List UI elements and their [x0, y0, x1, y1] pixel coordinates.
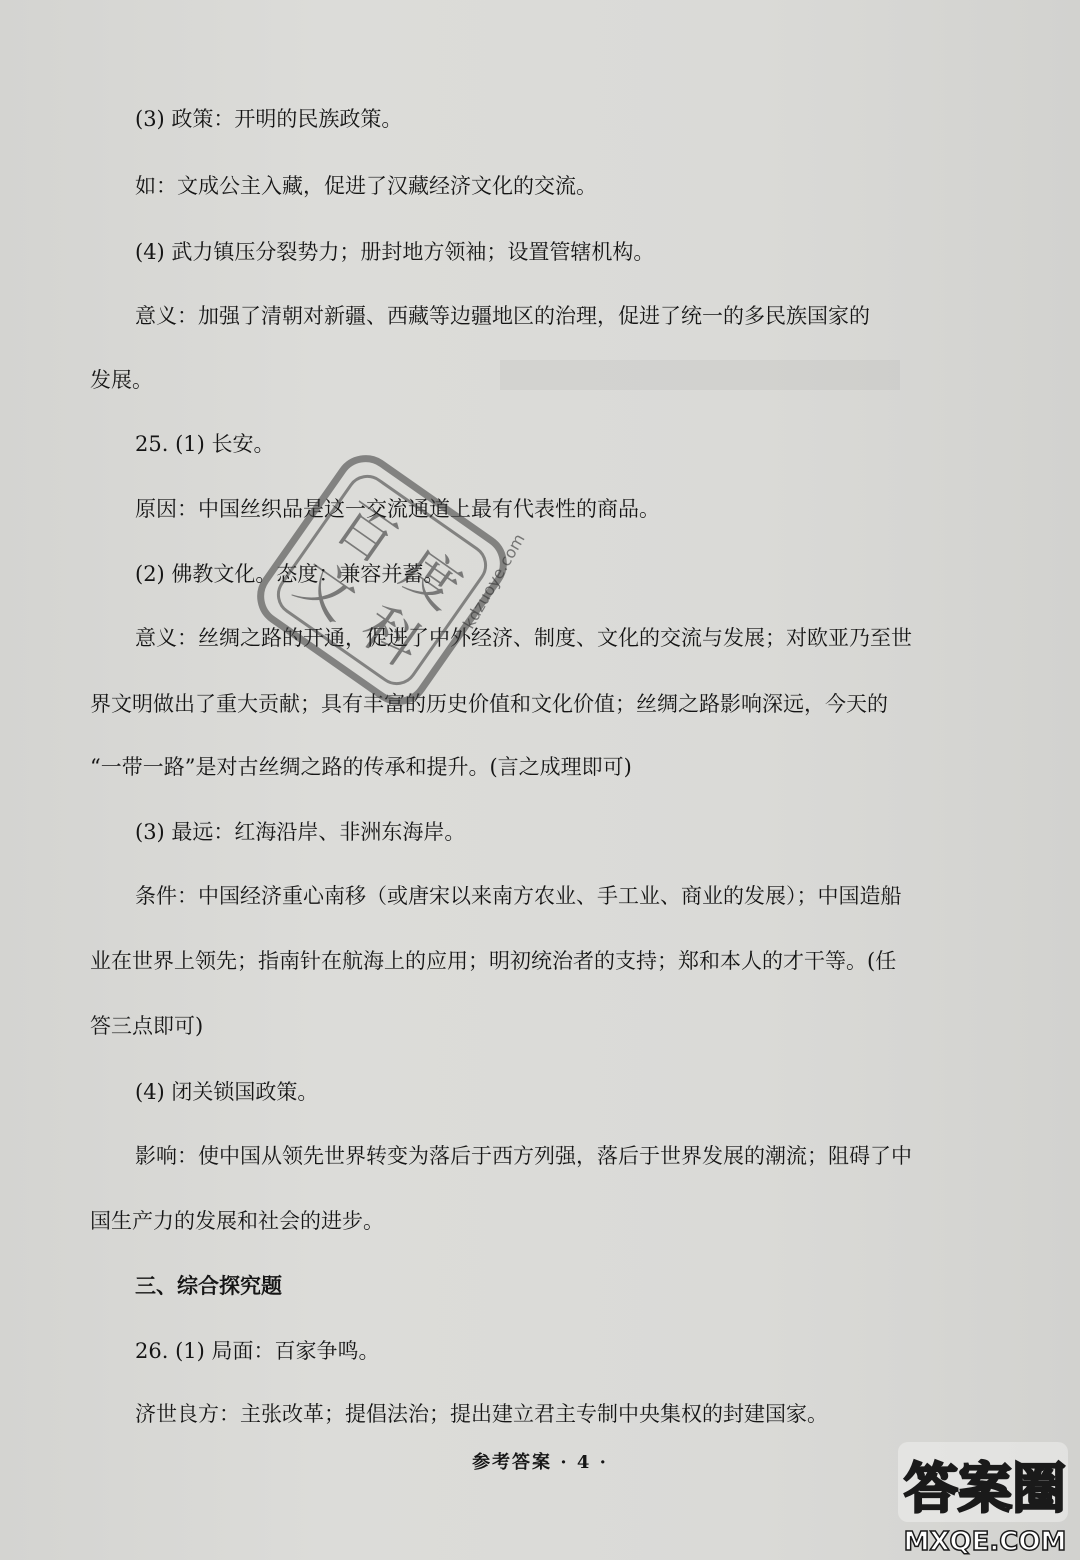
stamp-char-3: 文	[283, 548, 368, 634]
answer-line-12: (3) 最远：红海沿岸、非洲东海岸。	[135, 820, 466, 844]
stamp-char-2: 度	[389, 536, 473, 623]
watermark-title: 答案圈	[904, 1457, 1066, 1520]
answer-line-11: “一带一路”是对古丝绸之路的传承和提升。(言之成理即可)	[90, 755, 632, 779]
answer-line-8: (2) 佛教文化。态度：兼容并蓄。	[135, 562, 445, 586]
answer-line-20: 26. (1) 局面：百家争鸣。	[135, 1339, 380, 1363]
answer-line-13: 条件：中国经济重心南移（或唐宋以来南方农业、手工业、商业的发展）；中国造船	[135, 884, 902, 908]
stamp-char-1: 百	[324, 491, 408, 577]
answer-line-7: 原因：中国丝织品是这一交流通道上最有代表性的商品。	[135, 497, 660, 521]
stamp-char-4: 科	[349, 594, 433, 680]
answer-line-3: (4) 武力镇压分裂势力；册封地方领袖；设置管辖机构。	[135, 240, 655, 264]
answer-line-4: 意义：加强了清朝对新疆、西藏等边疆地区的治理，促进了统一的多民族国家的	[135, 304, 870, 328]
answer-line-18: 国生产力的发展和社会的进步。	[90, 1209, 384, 1233]
answer-line-10: 界文明做出了重大贡献；具有丰富的历史价值和文化价值；丝绸之路影响深远，今天的	[90, 692, 888, 716]
answer-line-16: (4) 闭关锁国政策。	[135, 1080, 319, 1104]
page-footer: 参考答案 · 4 ·	[472, 1452, 608, 1473]
watermark-url: MXQE.COM	[903, 1527, 1067, 1557]
answer-line-6: 25. (1) 长安。	[135, 432, 275, 456]
answer-line-14: 业在世界上领先；指南针在航海上的应用；明初统治者的支持；郑和本人的才干等。(任	[90, 949, 897, 973]
section-heading: 三、综合探究题	[135, 1273, 282, 1298]
answer-line-1: (3) 政策：开明的民族政策。	[135, 107, 403, 131]
answer-line-2: 如：文成公主入藏，促进了汉藏经济文化的交流。	[135, 174, 597, 198]
answer-line-9: 意义：丝绸之路的开通，促进了中外经济、制度、文化的交流与发展；对欧亚乃至世	[135, 626, 912, 650]
answer-line-17: 影响：使中国从领先世界转变为落后于西方列强，落后于世界发展的潮流；阻碍了中	[135, 1144, 912, 1168]
stamp-url: kdzuoye.com	[459, 530, 529, 632]
answer-line-15: 答三点即可)	[90, 1014, 204, 1038]
answer-line-5: 发展。	[90, 368, 153, 392]
answer-line-21: 济世良方：主张改革；提倡法治；提出建立君主专制中央集权的封建国家。	[135, 1402, 828, 1426]
corner-watermark-logo	[890, 1412, 1080, 1560]
stamp-watermark	[232, 430, 532, 730]
